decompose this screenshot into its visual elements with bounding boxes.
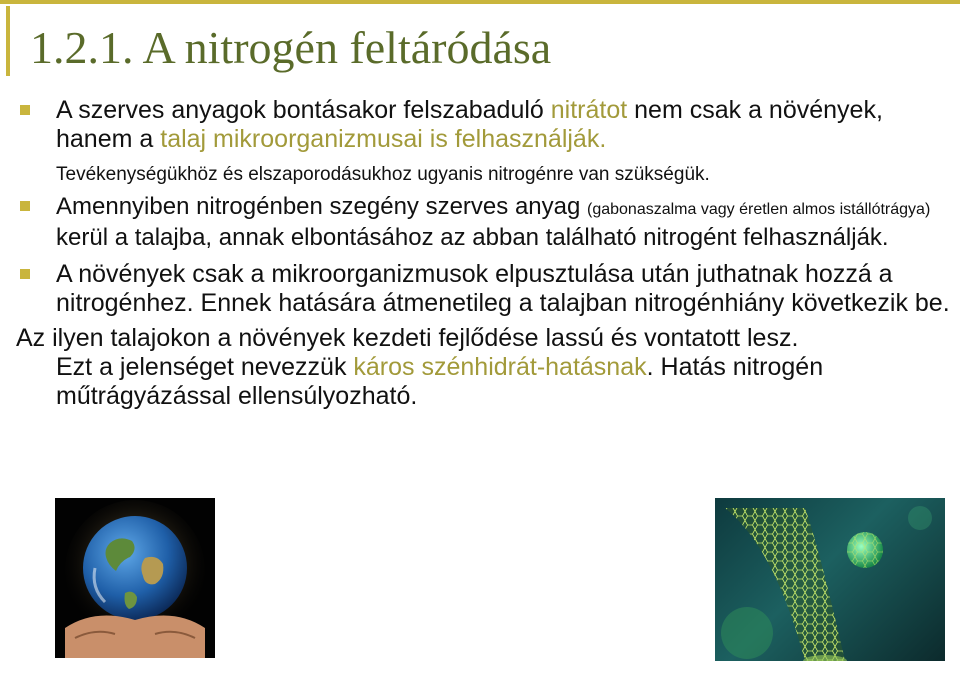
bullet3-text: A növények csak a mikroorganizmusok elpusztulása után juthatnak hozzá a nitrogénhez. Ennek hatására átmenetileg a talajban nitrogénhiány következik be. [56,260,950,317]
title-accent-bar [0,0,960,4]
bullet-item-organic-matter [16,193,956,252]
bullet-item-nitrogen-deficiency [16,260,956,318]
slide-content [16,96,956,411]
bullet-square-icon [20,269,30,279]
bullet2-text-a: Amennyiben nitrogénben szegény szerves anyag [56,193,587,220]
slide-title: 1.2.1. A nitrogén feltáródása [30,22,552,73]
bullet1-highlight-nitrate: nitrátot [550,96,628,124]
bullet1-text-a: A szerves anyagok bontásakor felszabaduló [56,96,551,124]
bullet1-extra-text: Tevékenységükhöz és elszaporodásukhoz ugyanis nitrogénre van szükségük. [56,164,710,185]
closing-paragraph [16,324,956,411]
paragraph-text-b: . Hatás nitrogén műtrágyázással ellensúlyozható. [56,353,824,410]
bullet-item-nitrate [16,96,956,187]
earth-in-hands-image [55,498,215,658]
paragraph-text-a: Ezt a jelenséget nevezzük [56,353,354,381]
bullet1-highlight-microorganisms: talaj mikroorganizmusai is felhasználják. [160,125,607,153]
bullet2-text-b: kerül a talajba, annak elbontásához az abban található nitrogént felhasználják. [56,224,889,251]
nanotube-structure-image [715,498,945,661]
bullet1-text-b: nem csak a növények, hanem a [56,96,883,153]
bullet2-small-note: (gabonaszalma vagy éretlen almos istállótrágya) [587,201,931,218]
bullet-square-icon [20,201,30,211]
paragraph-line1: Az ilyen talajokon a növények kezdeti fejlődése lassú és vontatott lesz. [16,324,799,352]
bullet-square-icon [20,105,30,115]
paragraph-highlight: káros szénhidrát-hatásnak [353,353,647,381]
paragraph-rest [16,353,956,411]
